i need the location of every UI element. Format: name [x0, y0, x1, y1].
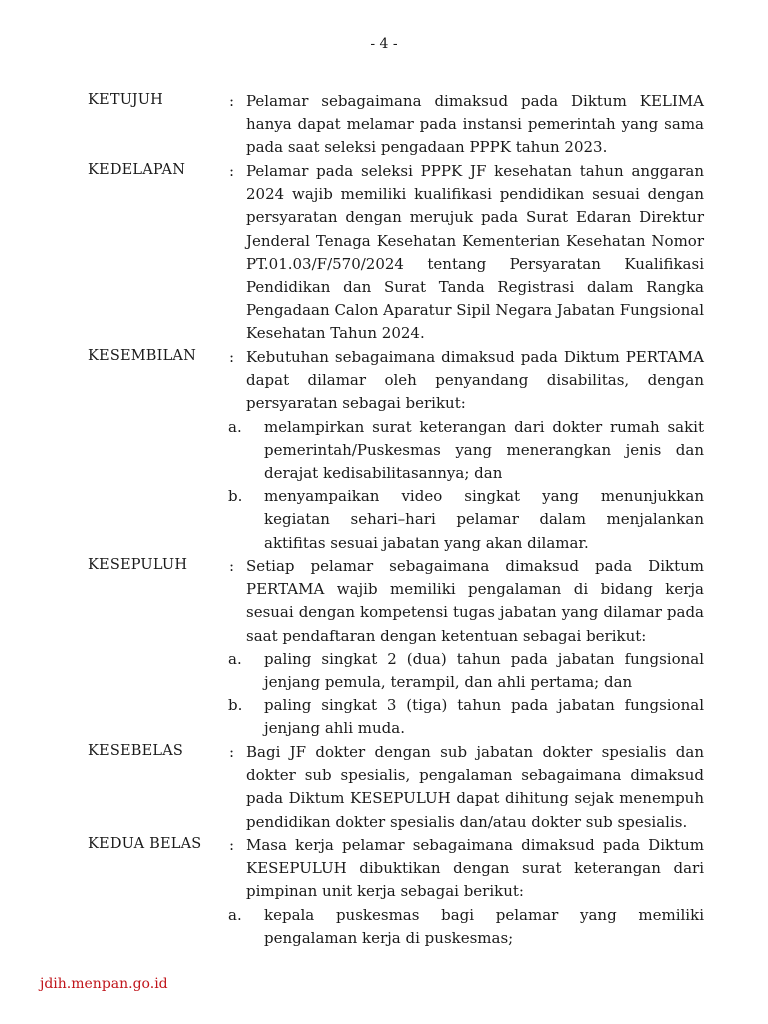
section-text	[228, 346, 704, 555]
list-item	[228, 485, 704, 555]
item-marker: b.	[228, 696, 243, 715]
item-marker: a.	[228, 905, 242, 924]
section-term: KEDELAPAN	[88, 162, 186, 178]
section-text	[228, 834, 704, 950]
colon: :	[229, 348, 235, 366]
section-paragraph: Setiap pelamar sebagaimana dimaksud pada Diktum PERTAMA wajib memiliki pengalaman di bidang kerja sesuai dengan kompetensi tugas jabatan yang dilamar pada saat pendaftaran dengan ketentuan sebagai berikut:	[246, 557, 704, 645]
page-number: - 4 -	[370, 36, 398, 52]
section-term: KETUJUH	[88, 92, 163, 108]
item-marker: a.	[228, 417, 242, 436]
section-paragraph: Pelamar pada seleksi PPPK JF kesehatan tahun anggaran 2024 wajib memiliki kualifikasi pendidikan sesuai dengan persyaratan dengan merujuk pada Surat Edaran Direktur Jenderal Tenaga Kesehatan Kementerian Kesehatan Nomor PT.01.03/F/570/2024 tentang Persyaratan Kualifikasi Pendidikan dan Surat Tanda Registrasi dalam Rangka Pengadaan Calon Aparatur Sipil Negara Jabatan Fungsional Kesehatan Tahun 2024.	[246, 162, 704, 343]
item-marker: b.	[228, 487, 243, 506]
colon: :	[229, 92, 235, 110]
section-term: KESEPULUH	[88, 557, 188, 573]
colon: :	[229, 162, 235, 180]
item-text: melampirkan surat keterangan dari dokter rumah sakit pemerintah/Puskesmas yang menerangkan jenis dan derajat kedisabilitasannya; dan	[264, 417, 704, 483]
item-list	[228, 904, 704, 950]
section-term: KESEBELAS	[88, 743, 184, 759]
list-item	[228, 416, 704, 486]
section-paragraph: Masa kerja pelamar sebagaimana dimaksud pada Diktum KESEPULUH dibuktikan dengan surat keterangan dari pimpinan unit kerja sebagai berikut:	[246, 836, 704, 901]
section-paragraph: Pelamar sebagaimana dimaksud pada Diktum KELIMA hanya dapat melamar pada instansi pemerintah yang sama pada saat seleksi pengadaan PPPK tahun 2023.	[246, 92, 704, 157]
list-item	[228, 904, 704, 950]
footer-link[interactable]: jdih.menpan.go.id	[40, 976, 168, 992]
item-text: menyampaikan video singkat yang menunjukkan kegiatan sehari–hari pelamar dalam menjalankan aktifitas sesuai jabatan yang akan dilamar.	[264, 487, 704, 552]
section-term: KEDUA BELAS	[88, 836, 202, 852]
item-list	[228, 416, 704, 555]
section-text	[246, 741, 704, 834]
item-text: paling singkat 2 (dua) tahun pada jabatan fungsional jenjang pemula, terampil, dan ahli pertama; dan	[264, 649, 704, 692]
colon: :	[229, 743, 235, 761]
item-text: paling singkat 3 (tiga) tahun pada jabatan fungsional jenjang ahli muda.	[264, 696, 704, 738]
section-term: KESEMBILAN	[88, 348, 196, 364]
item-marker: a.	[228, 649, 242, 668]
section-paragraph: Bagi JF dokter dengan sub jabatan dokter spesialis dan dokter sub spesialis, pengalaman sebagaimana dimaksud pada Diktum KESEPULUH dapat dihitung sejak menempuh pendidikan dokter spesialis dan/atau dokter sub spesialis.	[246, 743, 704, 831]
list-item	[228, 694, 704, 740]
section-text	[228, 555, 704, 741]
item-text: kepala puskesmas bagi pelamar yang memiliki pengalaman kerja di puskesmas;	[264, 905, 704, 947]
list-item	[228, 648, 704, 694]
section-paragraph: Kebutuhan sebagaimana dimaksud pada Diktum PERTAMA dapat dilamar oleh penyandang disabilitas, dengan persyaratan sebagai berikut:	[246, 348, 704, 413]
colon: :	[229, 836, 235, 854]
colon: :	[229, 557, 235, 575]
section-text	[246, 90, 704, 160]
item-list	[228, 648, 704, 741]
section-text	[246, 160, 704, 346]
